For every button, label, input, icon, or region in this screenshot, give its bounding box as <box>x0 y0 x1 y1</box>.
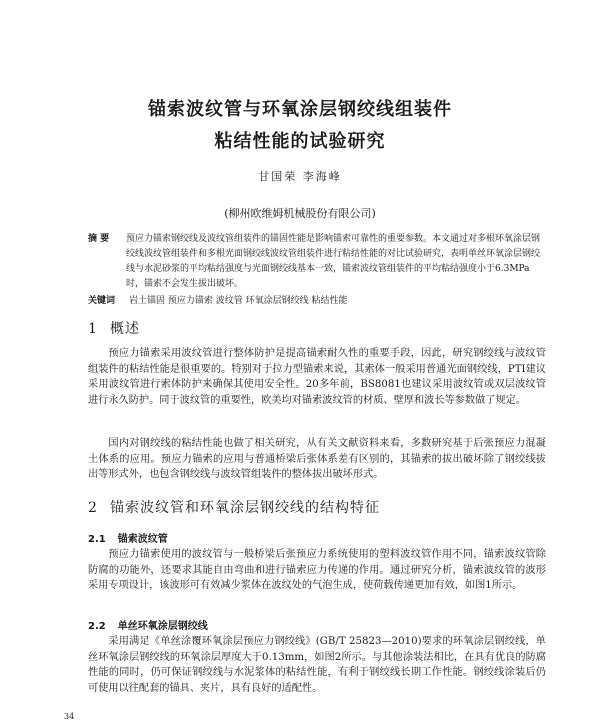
section-2-heading <box>88 497 380 517</box>
subsection-2-1-number: 2.1 <box>88 534 106 545</box>
authors: 甘国荣 李海峰 <box>258 170 342 183</box>
subsection-2-1-title: 锚索波纹管 <box>117 534 168 545</box>
paper-title-line1: 锚索波纹管与环氧涂层钢绞线组装件 <box>148 99 452 120</box>
keywords-text: 岩土锚固 预应力锚索 波纹管 环氧涂层钢绞线 粘结性能 <box>129 296 348 306</box>
subsection-2-2-number: 2.2 <box>88 621 106 632</box>
subsection-2-1-heading <box>88 530 168 545</box>
paragraph-1: 预应力锚索采用波纹管进行整体防护是提高锚索耐久性的重要手段，因此，研究钢绞线与波纹管组装件的粘结性能是很重要的。特别对于拉力型锚索来说，其索体一般采用普通光面钢绞线，PTI建议采用波纹管进行索体防护来确保其使用安全性。20多年前，BS8081也建议采用波纹管或双层波纹管进行永久防护。同于波纹管的重要性，欧美均对锚索波纹管的材质、壁厚和波长等参数做了规定。 <box>88 348 546 406</box>
keywords-label: 关键词 <box>88 296 116 306</box>
section-2-number: 2 <box>88 500 98 516</box>
paper-title-line2: 粘结性能的试验研究 <box>214 131 386 152</box>
page-number: 34 <box>64 712 75 721</box>
section-1-number: 1 <box>88 321 98 337</box>
abstract-text: 预应力锚索钢绞线及波纹管组装件的锚固性能是影响锚索可靠性的重要参数。本文通过对多根环氧涂层钢绞线波纹管组装件和多根光面钢绞线波纹管组装件进行粘结性能的对比试验研究，表明单丝环氧涂层钢绞线与水泥砂浆的平均粘结强度与光面钢绞线基本一致，锚索波纹管组装件的平均粘结强度小于6.3MPa时，锚索不会发生拔出破坏。 <box>126 234 541 289</box>
subsection-2-2-title: 单丝环氧涂层钢绞线 <box>117 621 208 632</box>
paragraph-3: 预应力锚索使用的波纹管与一般桥梁后张预应力系统使用的塑料波纹管作用不同，锚索波纹管除防腐的功能外，还要求其能自由弯曲和进行锚索应力传递的作用。通过研究分析，锚索波纹管的波形采用专项设计，该波形可有效减少浆体在波纹处的气泡生成，使荷载传递更加有效，如图1所示。 <box>88 549 546 591</box>
abstract-label: 摘 要 <box>88 234 110 244</box>
subsection-2-2-heading <box>88 617 208 632</box>
paragraph-4: 采用满足《单丝涂覆环氧涂层预应力钢绞线》(GB/T 25823—2010)要求的环氧涂层钢绞线，单丝环氧涂层钢绞线的环氧涂层厚度大于0.13mm，如图2所示。与其他涂装法相比，在具有优良的防腐性能的同时，仍可保证钢绞线与水泥浆体的粘结性能，有利于钢绞线长期工作性能。钢绞线涂装后仍可使用以往配套的锚具、夹片，具有良好的适配性。 <box>88 636 546 694</box>
section-1-title: 概述 <box>110 321 140 337</box>
abstract <box>88 232 543 292</box>
paragraph-2: 国内对钢绞线的粘结性能也做了相关研究，从有关文献资料来看，多数研究基于后张预应力混凝土体系的应用。预应力锚索的应用与普通桥梁后张体系差有区别的，其锚索的拔出破坏除了钢绞线拔出等形式外，也包含钢绞线与波纹管组装件的整体拔出破坏形式。 <box>88 438 546 480</box>
affiliation: (柳州欧维姆机械股份有限公司) <box>224 207 376 220</box>
section-1-heading <box>88 318 140 338</box>
keywords <box>88 293 558 306</box>
section-2-title: 锚索波纹管和环氧涂层钢绞线的结构特征 <box>110 500 380 516</box>
